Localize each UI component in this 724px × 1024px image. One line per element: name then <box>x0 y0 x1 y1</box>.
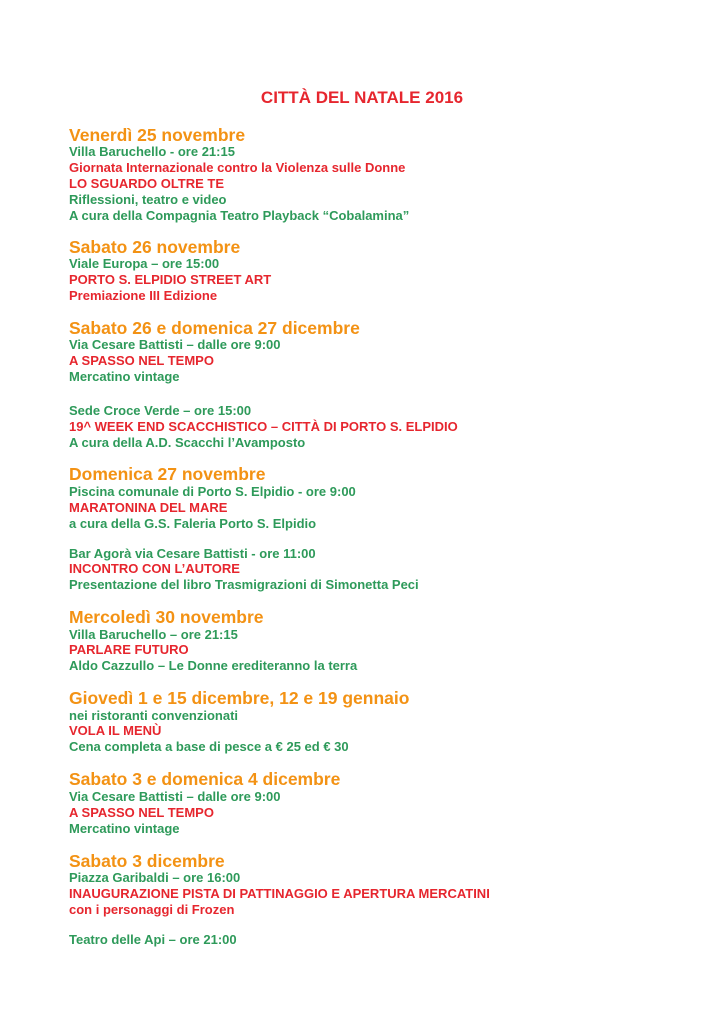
event-subtitle: Premiazione III Edizione <box>69 288 218 303</box>
event-title: VOLA IL MENÙ <box>69 723 162 738</box>
event-title: INAUGURAZIONE PISTA DI PATTINAGGIO E APERTURA MERCATINI <box>69 886 490 901</box>
section-heading-3-dicembre: Sabato 3 dicembre <box>69 851 225 871</box>
event-description: Mercatino vintage <box>69 821 180 836</box>
event-location: Via Cesare Battisti – dalle ore 9:00 <box>69 337 281 352</box>
event-location: Teatro delle Api – ore 21:00 <box>69 932 237 947</box>
event-location: Piscina comunale di Porto S. Elpidio - ore 9:00 <box>69 484 356 499</box>
section-heading-25-novembre: Venerdì 25 novembre <box>69 125 246 145</box>
section-heading-3-4-dicembre: Sabato 3 e domenica 4 dicembre <box>69 769 341 789</box>
event-location: Via Cesare Battisti – dalle ore 9:00 <box>69 789 281 804</box>
event-organizer: a cura della G.S. Faleria Porto S. Elpidio <box>69 516 317 531</box>
section-heading-26-27-dicembre: Sabato 26 e domenica 27 dicembre <box>69 318 360 338</box>
section-heading-giovedi: Giovedì 1 e 15 dicembre, 12 e 19 gennaio <box>69 688 410 708</box>
section-heading-26-novembre: Sabato 26 novembre <box>69 237 241 257</box>
event-description: Riflessioni, teatro e video <box>69 192 227 207</box>
event-location: nei ristoranti convenzionati <box>69 708 239 723</box>
event-location: Villa Baruchello - ore 21:15 <box>69 144 235 159</box>
event-description: Cena completa a base di pesce a € 25 ed € 30 <box>69 739 349 754</box>
event-organizer: A cura della A.D. Scacchi l’Avamposto <box>69 435 306 450</box>
event-location: Viale Europa – ore 15:00 <box>69 256 220 271</box>
event-title: MARATONINA DEL MARE <box>69 500 228 515</box>
event-subtitle: Giornata Internazionale contro la Violenza sulle Donne <box>69 160 406 175</box>
event-description: Presentazione del libro Trasmigrazioni di Simonetta Peci <box>69 577 419 592</box>
event-description: Aldo Cazzullo – Le Donne erediteranno la terra <box>69 658 358 673</box>
event-subtitle: con i personaggi di Frozen <box>69 902 235 917</box>
event-title: PORTO S. ELPIDIO STREET ART <box>69 272 272 287</box>
event-title: INCONTRO CON L’AUTORE <box>69 561 240 576</box>
page-title: CITTÀ DEL NATALE 2016 <box>260 88 464 107</box>
event-organizer: A cura della Compagnia Teatro Playback “Cobalamina” <box>69 208 410 223</box>
event-location: Villa Baruchello – ore 21:15 <box>69 627 238 642</box>
event-title: PARLARE FUTURO <box>69 642 189 657</box>
event-title: LO SGUARDO OLTRE TE <box>69 176 225 191</box>
event-location: Bar Agorà via Cesare Battisti - ore 11:00 <box>69 546 316 561</box>
section-heading-27-novembre: Domenica 27 novembre <box>69 464 266 484</box>
event-description: Mercatino vintage <box>69 369 180 384</box>
event-title: A SPASSO NEL TEMPO <box>69 805 214 820</box>
section-heading-30-novembre: Mercoledì 30 novembre <box>69 607 264 627</box>
event-location: Piazza Garibaldi – ore 16:00 <box>69 870 241 885</box>
event-location: Sede Croce Verde – ore 15:00 <box>69 403 252 418</box>
event-title: A SPASSO NEL TEMPO <box>69 353 214 368</box>
event-title: 19^ WEEK END SCACCHISTICO – CITTÀ DI PORTO S. ELPIDIO <box>69 419 458 434</box>
